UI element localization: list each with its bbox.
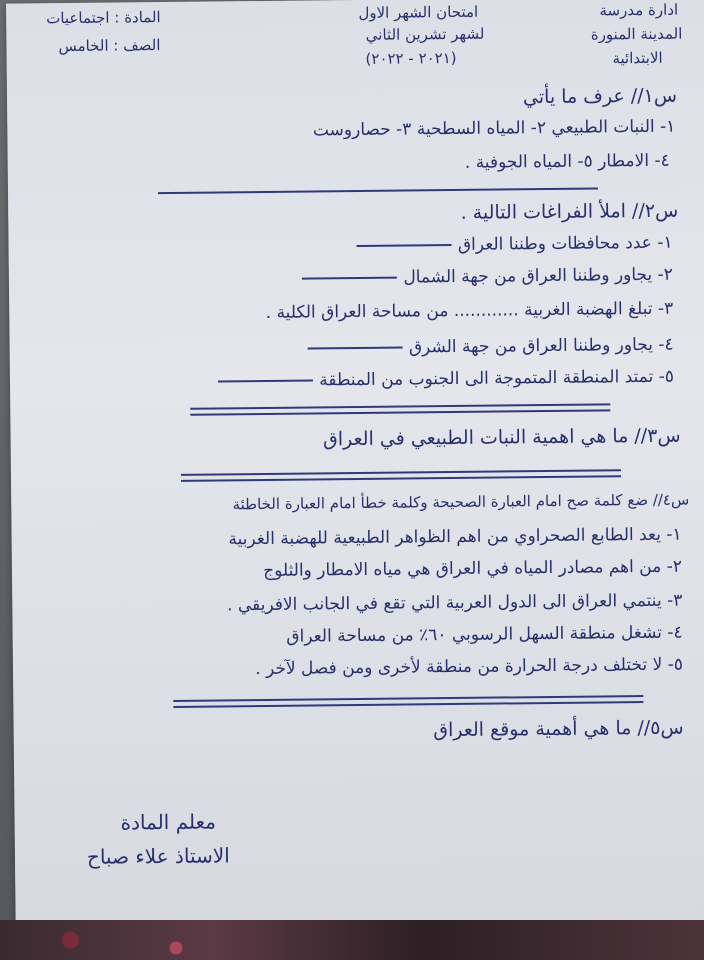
divider [158, 187, 598, 194]
question-1-line-1: ١- النبات الطبيعي ٢- المياه السطحية ٣- حصاروست [312, 116, 676, 141]
true-false-item-2: ٢- من اهم مصادر المياه في العراق هي مياه الامطار والثلوج [263, 556, 683, 582]
subject-label: المادة : اجتماعيات [46, 8, 161, 28]
blank-item-text: ٤- يجاور وطننا العراق من جهة الشرق [408, 334, 674, 358]
exam-title: امتحان الشهر الاول [358, 2, 479, 22]
blank-item-2 [302, 265, 673, 289]
blank-item-1 [357, 233, 673, 256]
blank-item-3: ٣- تبلغ الهضبة الغربية ............ من مساحة العراق الكلية . [265, 298, 674, 323]
question-5-title: س٥// ما هي أهمية موقع العراق [433, 716, 684, 742]
divider [190, 409, 610, 415]
blank-line [218, 379, 313, 382]
blank-line [308, 347, 403, 350]
divider [190, 403, 610, 409]
divider [181, 469, 621, 476]
question-2-title: س٢// املأ الفراغات التالية . [460, 199, 679, 224]
school-name-line-2: المدينة المنورة [590, 24, 683, 44]
true-false-item-1: ١- يعد الطابع الصحراوي من اهم الظواهر الطبيعية للهضبة الغربية [228, 524, 682, 550]
question-3-title: س٣// ما هي اهمية النبات الطبيعي في العراق [322, 424, 681, 451]
true-false-item-3: ٣- ينتمي العراق الى الدول العربية التي تقع في الجانب الافريقي . [227, 590, 683, 616]
exam-year: (٢٠٢١ - ٢٠٢٢) [365, 48, 457, 68]
blank-item-text: ٢- يجاور وطننا العراق من جهة الشمال [403, 264, 673, 288]
teacher-name: الاستاذ علاء صباح [86, 843, 230, 869]
question-4-title: س٤// ضع كلمة صح امام العبارة الصحيحة وكلمة خطأ امام العبارة الخاطئة [232, 490, 690, 514]
question-1-line-2: ٤- الامطار ٥- المياه الجوفية . [464, 150, 670, 173]
true-false-item-4: ٤- تشغل منطقة السهل الرسوبي ٦٠٪ من مساحة العراق [286, 622, 683, 647]
teacher-title: معلم المادة [120, 809, 217, 835]
divider [173, 701, 643, 708]
exam-paper [6, 0, 704, 939]
question-1-title: س١// عرف ما يأتي [522, 84, 678, 109]
blank-item-4 [308, 335, 674, 359]
grade-label: الصف : الخامس [58, 36, 161, 56]
blank-line [357, 244, 452, 247]
fabric-background [0, 920, 704, 960]
blank-item-text: ٥- تمتد المنطقة المتموجة الى الجنوب من المنطقة [319, 366, 675, 391]
divider [181, 475, 621, 482]
school-name-line-1: ادارة مدرسة [599, 0, 679, 20]
blank-line [302, 277, 397, 280]
blank-item-text: ١- عدد محافظات وطننا العراق [457, 232, 673, 255]
blank-item-5 [218, 367, 674, 392]
exam-month: لشهر تشرين الثاني [365, 24, 485, 44]
true-false-item-5: ٥- لا تختلف درجة الحرارة من منطقة لأخرى ومن فصل لآخر . [255, 654, 684, 680]
school-name-line-3: الابتدائية [612, 48, 663, 68]
